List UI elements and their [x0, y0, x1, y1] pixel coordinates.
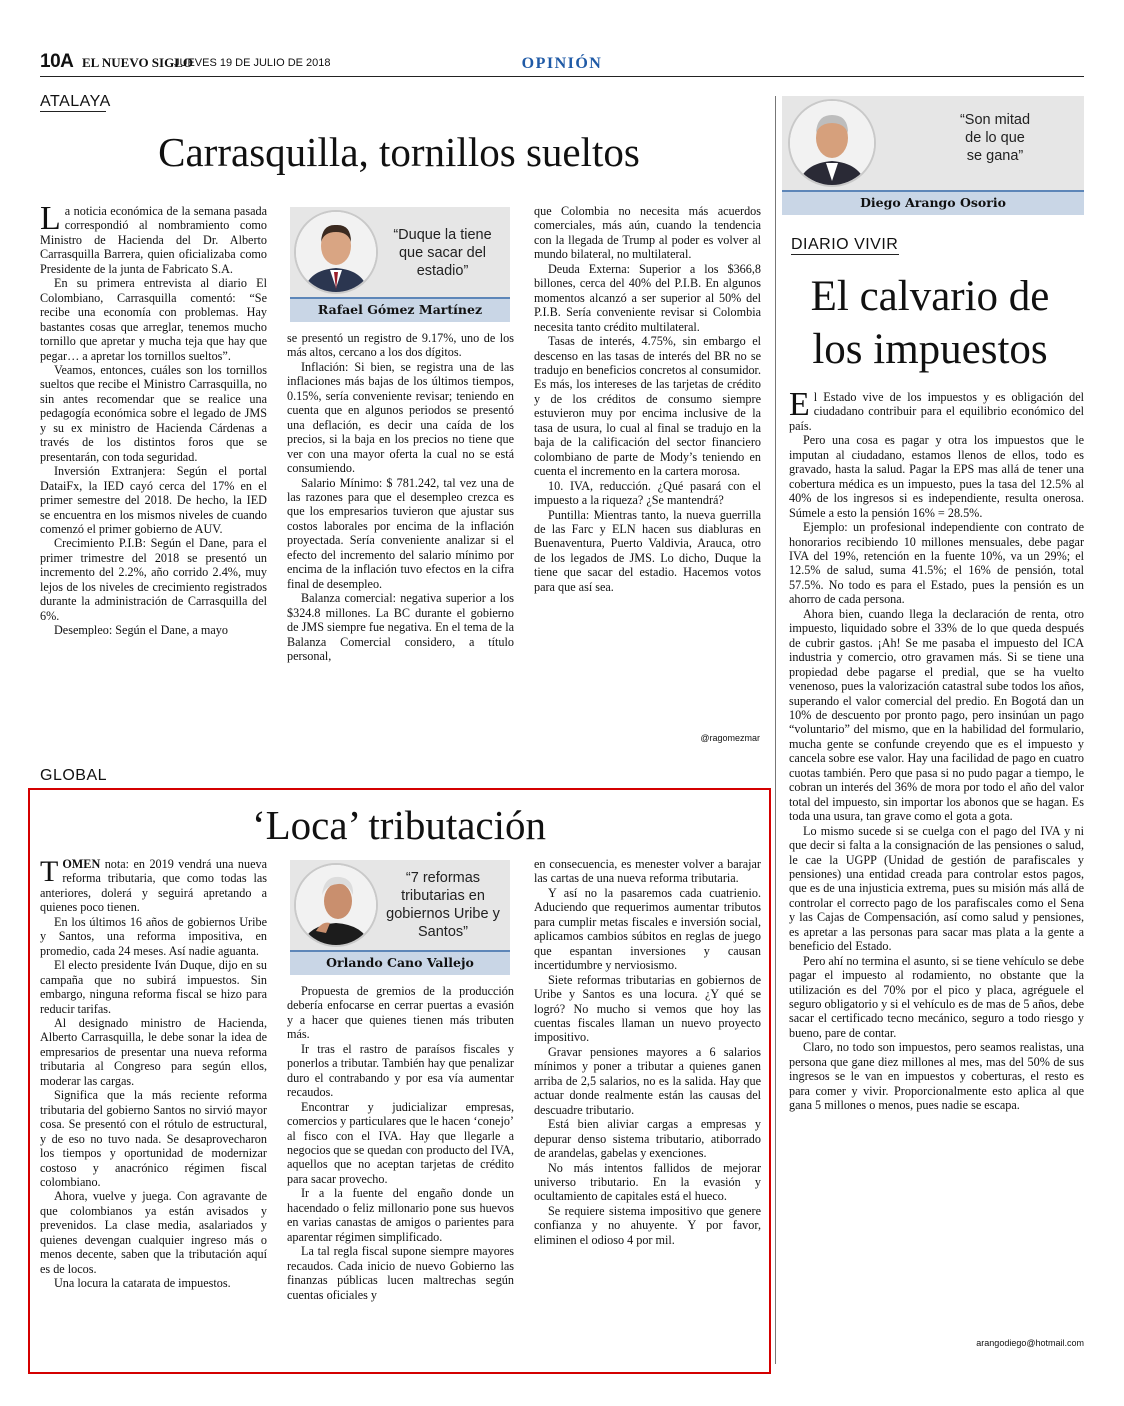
dropcap-l: L [40, 204, 61, 237]
author-handle: @ragomezmar [700, 733, 760, 743]
headline-calvario-line2: los impuestos [812, 326, 1048, 373]
dropcap-e: E [789, 390, 810, 423]
headline-carrasquilla: Carrasquilla, tornillos sueltos [158, 129, 640, 175]
page-number: 10A [40, 51, 74, 72]
section-underline-diario [791, 254, 899, 255]
masthead-rule [40, 76, 1084, 77]
atalaya-col-1: La noticia económica de la semana pasada correspondió al nombramiento como Ministro de Hacienda del Dr. Alberto Carrasquilla Barrera, quien oficializaba como Presidente de la junta de Fabricato S.A. En su primera entrevista al diario El Colombiano, Carrasquilla comentó: “Se recibe una economía con problemas. Hay bastantes cosas que arreglar, tenemos mucho tornillo que apretar y mucha teja que hay que pegar… a apretar los tornillos sueltos”. Veamos, entonces, cuáles son los tornillos sueltos que recibe el Ministro Carrasquilla, no sin antes recomendar que se realice una pedagogía económica sobre el legado de JMS y su ex ministro de Hacienda Cárdenas a través de los distintos foros que se presentarán, con toda seguridad. Inversión Extranjera: Según el portal DataiFx, la IED cayó cerca del 17% en el primer semestre del 2018. De hecho, la IED se encuentra en los mismos niveles de cuando comenzó el primer gobierno de AUV. Crecimiento P.I.B: Según el Dane, para el primer trimestre del 2018 se presentó un incremento del 2.2%, año corrido 2.4%, muy lejos de los niveles de crecimiento registrados durante la administración de Carrasquilla del 6%. Desempleo: Según el Dane, a mayo [40, 204, 267, 638]
dropcap-t: T [40, 857, 59, 888]
pull-quote-diego: “Son mitad de lo que se gana” [959, 112, 1031, 164]
name-strip-orlando [290, 950, 510, 952]
diario-body: El Estado vive de los impuestos y es obligación del ciudadano contribuir para el equilibrio económico del país. Pero una cosa es pagar y otra los impuestos que le imputan al ciudadano, estamos llenos de ellos, todo es gravado, hasta la salud. Pagar la EPS mas allá de tener una cobertura médica es un impuesto, pues la tasa del 12.5% al 40% de los ingresos si es independiente, resulta onerosa. Súmele a esto la pensión 16% = 28.5%. Ejemplo: un profesional independiente con contrato de honorarios recibiendo 10 millones mensuales, debe pagar IVA del 19%, retención en la fuente 10%, va un 29%; el 12.5% de salud, suma 41.5%; el 16% de pensión, total 57.5%. No todo es para el Estado, pues la pensión es un ahorro de cada persona. Ahora bien, cuando llega la declaración de renta, otro impuesto, liquidado sobre el 33% de lo que queda después de cubrir gastos. ¡Ah! Se me pasaba el impuesto del ICA industria y comercio, otro gravamen más. Si se tiene una propiedad debe pagarse el predial, que se ha vuelto venenoso, pues la valorización catastral sube todos los años, superando el valor comercial del predio. En Bogotá dan un 10% de descuento por pronto pago, pero insinúan un pago “voluntario” del mismo, que en la habilidad del formulario, mucha gente se confunde creyendo que es el impuesto y cancela sobre ese valor. Hay una facilidad de pago en cuatro cuotas también. Pero que pasa si no pudo pagar a tiempo, le cobran un interés del 36% de mora por todo el año del valor total del impuesto, sin importar los abonos que se hagan. Es toda una usura, tan grave como el gota a gota. Lo mismo sucede si se cuelga con el pago del IVA y ni que decir si falta a la consignación de las pensiones o salud, le cae la UGPP (Unidad de gestión de parafiscales y pensiones) una entidad creada para controlar estos pagos, que es de una injusticia extrema, pues su misión más allá de controlar el correcto pago de los parafiscales como el Sena y las Cajas de Compensación, así como salud y pensiones, es apretar a las personas para sacar mas plata a la gente a beneficio del Estado. Pero ahí no termina el asunto, si se tiene vehículo se debe pagar el impuesto al rodamiento, no obstante que la utilización es del 70% por el pico y placa, agréguele el seguro obligatorio y si el vehículo es de mas de 5 años, debe sacar el certificado tecno mecánico, seguro a todo riesgo y bueno, pare de contar. Claro, no todo son impuestos, pero seamos realistas, una persona que gane diez millones al mes, mas del 50% de sus ingresos se le van en impuestos y coberturas, el resto es para comer y vivir. Proporcionalmente esto aplica al que gana 5 millones o menos, pues nadie se escapa. [789, 390, 1084, 1113]
author-photo-diego [788, 99, 876, 187]
author-name-diego: Diego Arango Osorio [782, 191, 1084, 215]
section-title: OPINIÓN [521, 55, 603, 72]
newspaper-name: EL NUEVO SIGLO [82, 55, 193, 70]
name-strip-rafael [290, 297, 510, 299]
column-divider [775, 96, 776, 1364]
atalaya-col-3: que Colombia no necesita más acuerdos comerciales, más aún, cuando la tendencia con la llegada de Trump al poder es volver al mundo bilateral, no multilateral. Deuda Externa: Superior a los $366,8 billones, cerca del 40% del P.I.B. En algunos momentos alcanzó a ser superior al 50% del P.I.B. Sería conveniente revisar si Colombia necesita tanto crédito multilateral. Tasas de interés, 4.75%, sin embargo el descenso en las tasas de interés del BR no se tradujo en beneficios concretos al consumidor. Es más, los intereses de las tarjetas de crédito y de los créditos de consumo siempre estuvieron muy por encima inclusive de la tasa de usura, lo cual al final se tradujo en la baja de la calificación del sector financiero colombiano de parte de Mody’s teniendo en cuenta el incremento en la cartera morosa. 10. IVA, reducción. ¿Qué pasará con el impuesto a la riqueza? ¿Se mantendrá? Puntilla: Mientras tanto, la nueva guerrilla de las Farc y ELN hacen sus diabluras en Buenaventura, Puerto Valdivia, Arauca, otro de los legados de JMS. Lo dicho, Duque la tiene que sacar del estadio. Hacemos votos para que así sea. [534, 204, 761, 594]
atalaya-col-2: se presentó un registro de 9.17%, uno de los más altos, cercano a los dos dígitos. Inflación: Si bien, se registra una de las inflaciones más bajas de los últimos tiempos, 0.15%, sería conveniente revisar; teniendo en cuenta que en algunos periodos se presentó una deflación, es decir una caída de los precios, si la baja en los precios no tiene que ver con una mayor oferta la cual no se está consumiendo. Salario Mínimo: $ 781.242, tal vez una de las razones para que el desempleo crezca es que los empresarios tuvieron que ajustar sus costos laborales por encima de la inflación proyectada. Sería conveniente analizar si el efecto del incremento del salario mínimo por encima de la inflación tuvo efectos en la cifra final de desempleo. Balanza comercial: negativa superior a los $324.8 millones. La BC durante el gobierno de JMS siempre fue negativa. En el tema de la Balanza Comercial considero, a título personal, [287, 331, 514, 663]
author-name-rafael: Rafael Gómez Martínez [290, 298, 510, 322]
section-label-global: GLOBAL [40, 767, 108, 784]
section-label-atalaya: ATALAYA [40, 93, 111, 110]
global-col-2: Propuesta de gremios de la producción debería enfocarse en cerrar puertas a evasión y a hacer que quienes tienen más tributen más. Ir tras el rastro de paraísos fiscales y ponerlos a tributar. También hay que penalizar duro el contrabando y por esa vía aumentar recaudos. Encontrar y judicializar empresas, comercios y particulares que le hacen ‘conejo’ al fisco con el IVA. Hay que llegarle a negocios que se quedan con producto del IVA, aquellos que no aceptan tarjetas de crédito para sacar provecho. Ir a la fuente del engaño donde un hacendado o feliz millonario pone sus huevos en varias canastas de amigos o parientes para aparentar régimen simplificado. La tal regla fiscal supone siempre mayores recaudos. Cada inicio de nuevo Gobierno las finanzas públicas lucen maltrechas según cuentas oficiales y [287, 984, 514, 1302]
pull-quote-rafael: “Duque la tiene que sacar del estadio” [393, 227, 492, 279]
global-col-3: en consecuencia, es menester volver a barajar las cartas de una nueva reforma tributaria. Y así no la pasaremos cada cuatrienio. Aduciendo que requerimos aumentar tributos para cumplir metas fiscales e inversión social, aplicamos cambios súbitos en reglas de juego que espantan inversiones y causan incertidumbre y nerviosismo. Siete reformas tributarias en gobiernos de Uribe y Santos es una locura. ¿Y qué se logró? No mucho si vemos que hoy las cuentas fiscales llaman un nuevo proyecto impositivo. Gravar pensiones mayores a 6 salarios mínimos y poner a tributar a quienes ganen arriba de 2,5 salarios, no es la salida. Hay que actuar donde realmente están las causas del descuadre tributario. Está bien aliviar cargas a empresas y depurar denso sistema tributario, atiborrado de arandelas, gabelas y exenciones. No más intentos fallidos de mejorar universo tributario. En la evasión y ocultamiento de capitales está el hueco. Se requiere sistema impositivo que genere confianza y no ahuyente. Y por favor, eliminen el odioso 4 por mil. [534, 857, 761, 1247]
name-strip-diego [782, 190, 1084, 192]
section-underline [40, 111, 106, 112]
author-photo-orlando [294, 863, 378, 947]
pull-quote-orlando: “7 reformas tributarias en gobiernos Uribe y Santos” [386, 870, 500, 940]
headline-loca-tributacion: ‘Loca’ tributación [251, 802, 547, 848]
issue-date: JUEVES 19 DE JULIO DE 2018 [174, 57, 331, 69]
global-col-1: TOMEN nota: en 2019 vendrá una nueva reforma tributaria, que como todas las anteriores, dolerá y seguirá apretando a quienes poco tienen. En los últimos 16 años de gobiernos Uribe y Santos, una reforma impositiva, en promedio, cada 24 meses. Así nadie aguanta. El electo presidente Iván Duque, dijo en su campaña que no subirá impuestos. Sin embargo, ninguna reforma fiscal se hizo para reducir tarifas. Al designado ministro de Hacienda, Alberto Carrasquilla, le debe sonar la idea de empresarios de presentar una nueva reforma tributaria al Congreso para según ellos, moderar las cargas. Significa que la más reciente reforma tributaria del gobierno Santos no sirvió mayor cosa. Se presentó con el rótulo de estructural, y de eso no tuvo nada. Se desaprovecharon los tiempos y oportunidad de modernizar costoso y anacrónico régimen fiscal colombiano. Ahora, vuelve y juega. Con agravante de que colombianos ya están avisados y prevenidos. La clase media, asalariados y quienes devengan cualquier ingreso más o menos decente, saben que la tributación aquí es de locos. Una locura la catarata de impuestos. [40, 857, 267, 1291]
author-email: arangodiego@hotmail.com [976, 1338, 1084, 1348]
headline-calvario-line1: El calvario de [810, 273, 1050, 320]
author-photo-rafael [294, 210, 378, 294]
author-name-orlando: Orlando Cano Vallejo [290, 951, 510, 975]
section-label-diario-vivir: DIARIO VIVIR [791, 236, 899, 253]
